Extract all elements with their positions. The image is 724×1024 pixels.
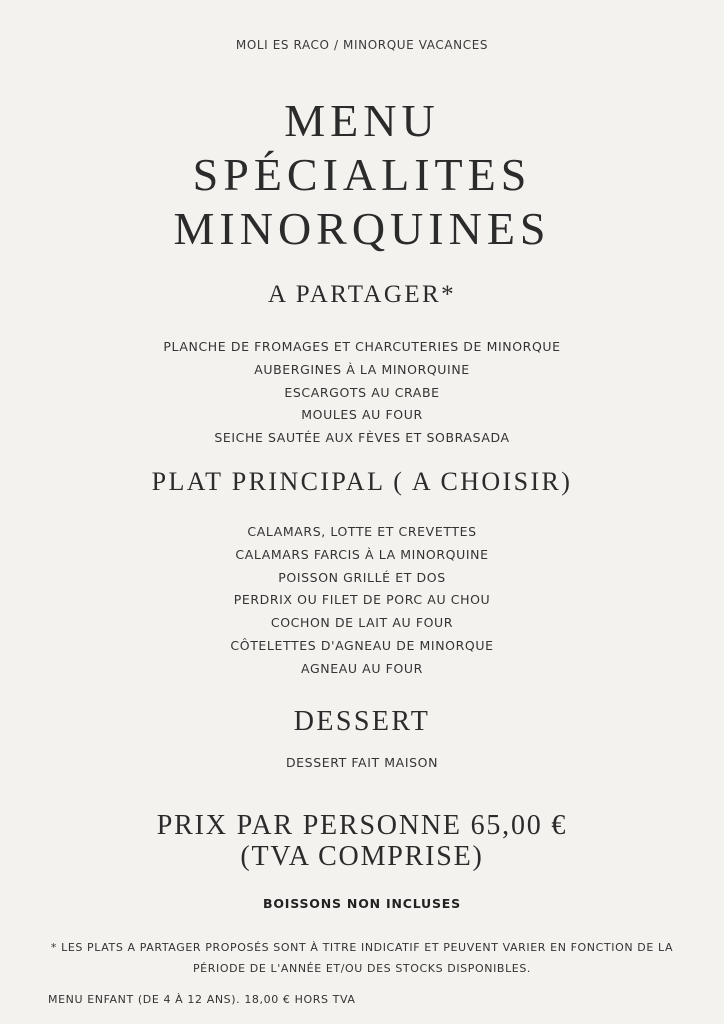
list-item: CALAMARS, LOTTE ET CREVETTES [247, 524, 477, 539]
price-tax-note: (TVA COMPRISE) [240, 841, 484, 872]
footnote-line-1: * LES PLATS A PARTAGER PROPOSÉS SONT À TITRE INDICATIF ET PEUVENT VARIER EN FONCTION DE LA [50, 941, 674, 954]
menu-title-line-2: SPÉCIALITES [192, 149, 532, 200]
price-line: PRIX PAR PERSONNE 65,00 € [156, 810, 568, 841]
restaurant-header: MOLI ES RACO / MINORQUE VACANCES [235, 38, 489, 52]
list-item: ESCARGOTS AU CRABE [284, 384, 440, 400]
menu-title-line-1: MENU [284, 95, 440, 146]
section-title-dessert: DESSERT [293, 706, 431, 737]
drinks-notice: BOISSONS NON INCLUSES [263, 896, 461, 911]
footnote [0, 937, 724, 979]
list-item: PLANCHE DE FROMAGES ET CHARCUTERIES DE MINORQUE [163, 339, 561, 354]
menu-title [0, 94, 724, 256]
menu-title-line-3: MINORQUINES [173, 203, 551, 254]
kids-menu-note: MENU ENFANT (DE 4 À 12 ANS). 18,00 € HORS TVA [48, 993, 356, 1006]
list-item: PERDRIX OU FILET DE PORC AU CHOU [233, 592, 491, 608]
price-block [0, 810, 724, 872]
list-item: CÔTELETTES D'AGNEAU DE MINORQUE [230, 637, 494, 653]
list-item: SEICHE SAUTÉE AUX FÈVES ET SOBRASADA [214, 430, 510, 446]
partager-list [0, 336, 724, 450]
list-item: CALAMARS FARCIS À LA MINORQUINE [235, 546, 489, 562]
list-item: COCHON DE LAIT AU FOUR [270, 615, 454, 631]
dessert-list [0, 752, 724, 775]
section-title-plat-principal: PLAT PRINCIPAL ( A CHOISIR) [151, 467, 573, 496]
plat-principal-list [0, 521, 724, 681]
list-item: AUBERGINES À LA MINORQUINE [254, 361, 470, 377]
list-item: MOULES AU FOUR [301, 407, 423, 423]
list-item: DESSERT FAIT MAISON [285, 755, 439, 770]
list-item: AGNEAU AU FOUR [301, 660, 423, 676]
list-item: POISSON GRILLÉ ET DOS [278, 569, 446, 585]
section-title-partager: A PARTAGER* [268, 281, 456, 308]
footnote-line-2: PÉRIODE DE L'ANNÉE ET/OU DES STOCKS DISPONIBLES. [192, 962, 532, 975]
